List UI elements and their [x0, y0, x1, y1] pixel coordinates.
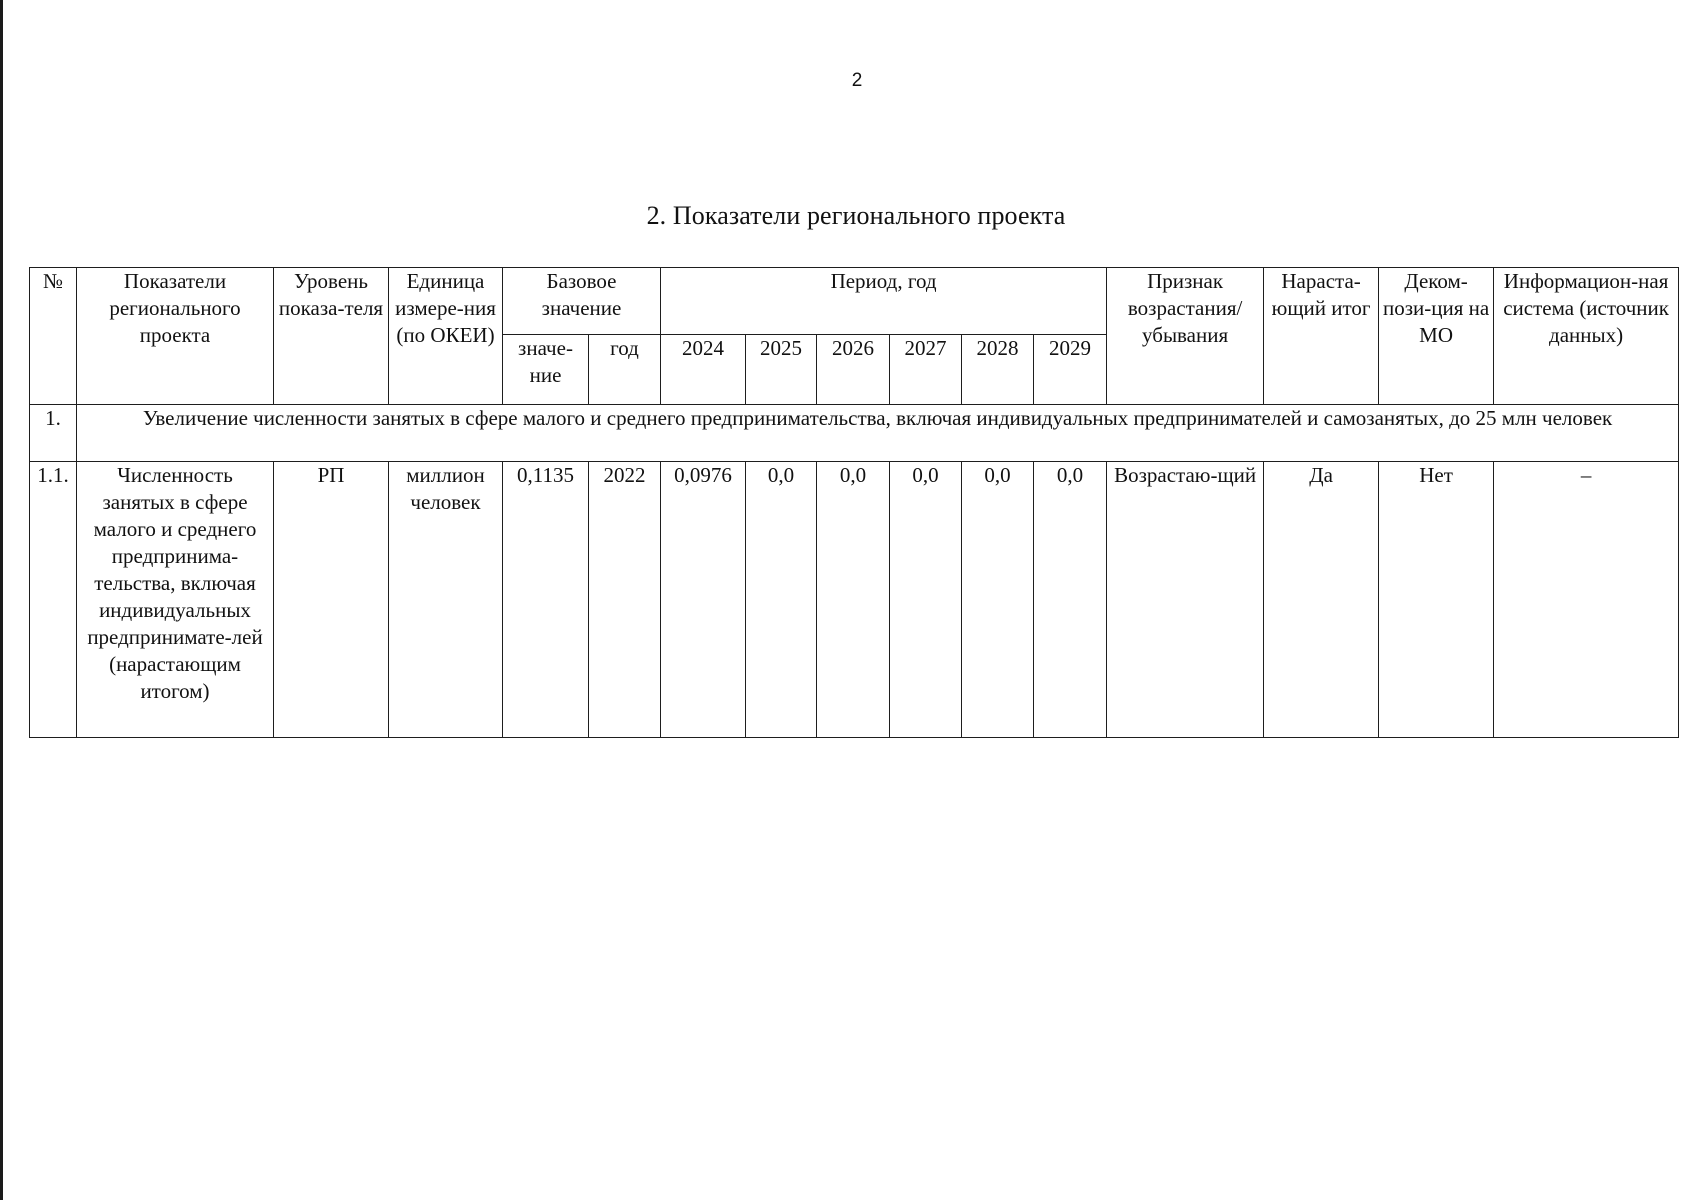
- header-num: №: [30, 268, 77, 405]
- indicator-value-2025: 0,0: [746, 462, 817, 738]
- indicator-level: РП: [274, 462, 389, 738]
- header-cumulative: Нараста-ющий итог: [1264, 268, 1379, 405]
- indicator-value-2027: 0,0: [890, 462, 962, 738]
- header-year-2025: 2025: [746, 335, 817, 405]
- header-year-2027: 2027: [890, 335, 962, 405]
- header-unit: Единица измере-ния (по ОКЕИ): [389, 268, 503, 405]
- indicator-unit: миллион человек: [389, 462, 503, 738]
- header-decomposition: Деком-пози-ция на МО: [1379, 268, 1494, 405]
- header-base-year: год: [589, 335, 661, 405]
- indicator-value-2028: 0,0: [962, 462, 1034, 738]
- indicators-table: [29, 267, 1679, 738]
- goal-num: 1.: [30, 405, 77, 462]
- indicator-value-2024: 0,0976: [661, 462, 746, 738]
- header-year-2028: 2028: [962, 335, 1034, 405]
- indicator-decomposition: Нет: [1379, 462, 1494, 738]
- header-base-value: значе-ние: [503, 335, 589, 405]
- header-year-2024: 2024: [661, 335, 746, 405]
- header-year-2029: 2029: [1034, 335, 1107, 405]
- header-info-system: Информацион-ная система (источник данных): [1494, 268, 1679, 405]
- page-number: 2: [851, 70, 863, 91]
- section-title: 2. Показатели регионального проекта: [646, 201, 1066, 230]
- header-level: Уровень показа-теля: [274, 268, 389, 405]
- goal-text: Увеличение численности занятых в сфере малого и среднего предпринимательства, включая индивидуальных предпринимателей и самозанятых, до 25 млн человек: [77, 405, 1679, 462]
- indicator-name: Численность занятых в сфере малого и среднего предпринима-тельства, включая индивидуальных предпринимате-лей (нарастающим итогом): [77, 462, 274, 738]
- header-indicator: Показатели регионального проекта: [77, 268, 274, 405]
- header-row-top: [30, 268, 1679, 335]
- header-year-2026: 2026: [817, 335, 890, 405]
- indicator-num: 1.1.: [30, 462, 77, 738]
- indicator-info-system: –: [1494, 462, 1679, 738]
- indicator-trend: Возрастаю-щий: [1107, 462, 1264, 738]
- indicator-value-2029: 0,0: [1034, 462, 1107, 738]
- indicator-base-year: 2022: [589, 462, 661, 738]
- header-period-group: Период, год: [661, 268, 1107, 335]
- indicator-value-2026: 0,0: [817, 462, 890, 738]
- goal-row: [30, 405, 1679, 462]
- indicator-base-value: 0,1135: [503, 462, 589, 738]
- header-base-group: Базовое значение: [503, 268, 661, 335]
- indicator-cumulative: Да: [1264, 462, 1379, 738]
- scan-left-edge: [0, 0, 3, 1200]
- indicator-row: [30, 462, 1679, 738]
- header-trend: Признак возрастания/ убывания: [1107, 268, 1264, 405]
